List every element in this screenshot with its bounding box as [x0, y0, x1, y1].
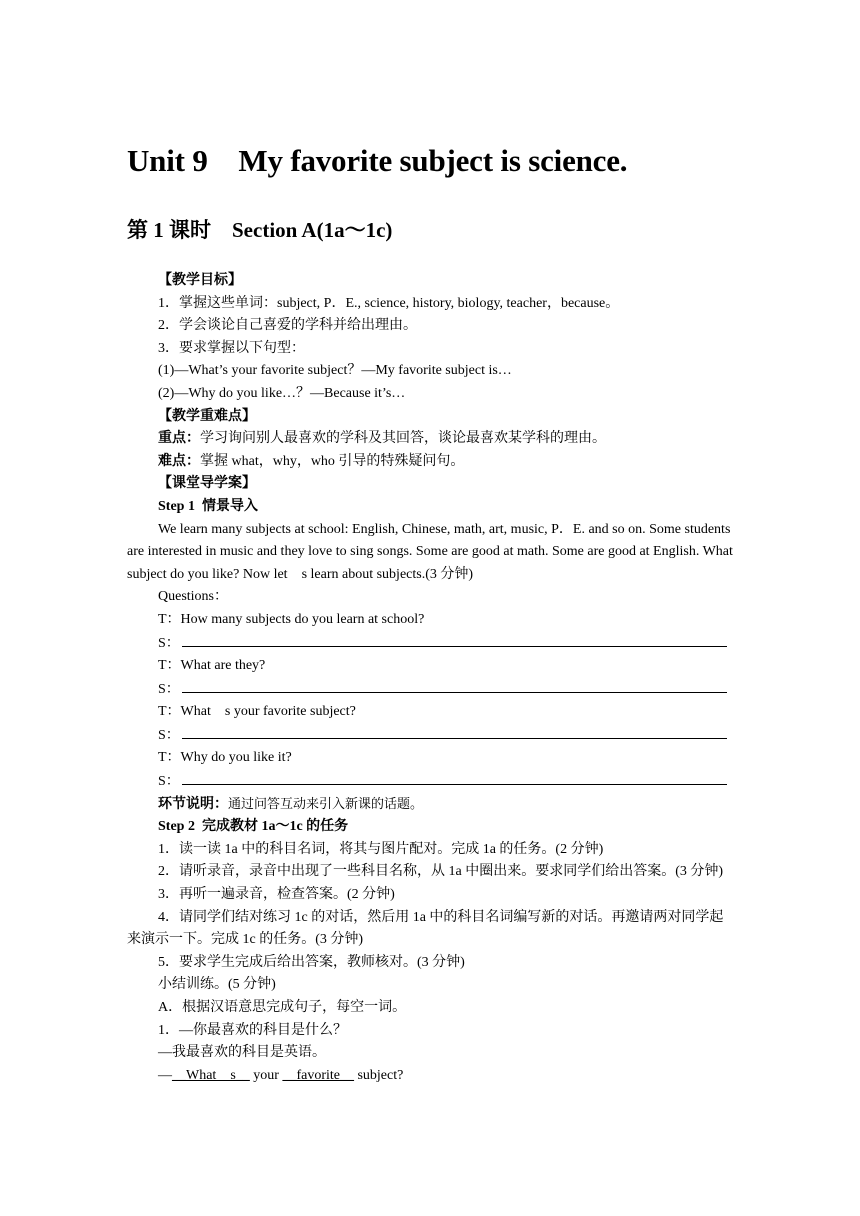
answer-blank: [182, 632, 727, 647]
key-label: 重点：: [158, 431, 200, 447]
step1-title: Step 1 情景导入: [158, 498, 258, 514]
step1-paragraph: We learn many subjects at school: English, Chinese, math, art, music, P．E. and so on. Some students are interested in music and they love to sing songs. Some are good at math. Some are good at English. What subject do you like? Now let s learn about subjects.(3 分钟): [127, 521, 737, 582]
student-answer-line: [127, 678, 737, 702]
questions-label: Questions：: [158, 589, 228, 605]
exercise-answer-cn: —我最喜欢的科目是英语。: [158, 1045, 326, 1061]
objectives-heading: 【教学目标】: [158, 273, 242, 288]
step2-item: 5．要求学生完成后给出答案，教师核对。(3 分钟): [158, 954, 465, 970]
key-text: 学习询问别人最喜欢的学科及其回答，谈论最喜欢某学科的理由。: [200, 431, 606, 447]
objective-item: 1．掌握这些单词：subject, P．E., science, history, biology, teacher，because。: [158, 295, 620, 311]
key-point: [127, 428, 737, 451]
step2-item: 3．再听一遍录音，检查答案。(2 分钟): [158, 887, 395, 903]
guide-heading: 【课堂导学案】: [158, 476, 256, 492]
difficult-text: 掌握 what，why，who 引导的特殊疑问句。: [200, 453, 465, 469]
section-note: [127, 794, 737, 817]
student-answer-line: [127, 770, 737, 794]
note-label: 环节说明：: [158, 796, 228, 812]
difficult-label: 难点：: [158, 453, 200, 469]
answer-blank-1: __What s__: [172, 1067, 250, 1083]
teacher-question: T：What s your favorite subject?: [158, 704, 356, 720]
student-answer-line: [127, 632, 737, 656]
teacher-question: T：Why do you like it?: [158, 750, 292, 766]
step2-item: 1．读一读 1a 中的科目名词，将其与图片配对。完成 1a 的任务。(2 分钟): [158, 841, 604, 857]
objective-item: (2)—Why do you like…？—Because it’s…: [158, 385, 406, 401]
step2-item: 2．请听录音，录音中出现了一些科目名称，从 1a 中圈出来。要求同学们给出答案。(3 分钟): [158, 864, 724, 880]
difficult-point: [127, 451, 737, 474]
answer-blank: [182, 770, 727, 785]
student-label: S：: [158, 727, 180, 743]
exercise-english-sentence: [127, 1065, 737, 1088]
objective-item: 3．要求掌握以下句型：: [158, 340, 305, 356]
answer-blank: [182, 724, 727, 739]
page-title: Unit 9 My favorite subject is science.: [127, 143, 628, 178]
objective-item: (1)—What’s your favorite subject？—My favorite subject is…: [158, 363, 512, 379]
exercise-a-heading: A．根据汉语意思完成句子，每空一词。: [158, 1000, 407, 1015]
objective-item: 2．学会谈论自己喜爱的学科并给出理由。: [158, 318, 417, 334]
lesson-subtitle: 第 1 课时 Section A(1a～1c): [127, 218, 393, 242]
student-label: S：: [158, 635, 180, 651]
step2-title: Step 2 完成教材 1a～1c 的任务: [158, 819, 349, 835]
dash: —: [158, 1067, 172, 1083]
teacher-question: T：How many subjects do you learn at school?: [158, 611, 425, 627]
document-body: [127, 270, 737, 1087]
exercise-question-cn: 1．—你最喜欢的科目是什么？: [158, 1022, 347, 1038]
student-label: S：: [158, 681, 180, 697]
answer-blank-2: __favorite__: [282, 1067, 354, 1083]
sentence-word: subject?: [353, 1067, 404, 1083]
student-answer-line: [127, 724, 737, 748]
summary-line: 小结训练。(5 分钟): [158, 977, 276, 993]
step2-item: 4．请同学们结对练习 1c 的对话，然后用 1a 中的科目名词编写新的对话。再邀请两对同学起来演示一下。完成 1c 的任务。(3 分钟): [127, 909, 724, 948]
keypoints-heading: 【教学重难点】: [158, 408, 256, 424]
student-label: S：: [158, 774, 180, 790]
answer-blank: [182, 678, 727, 693]
sentence-word: your: [249, 1067, 283, 1083]
teacher-question: T：What are they?: [158, 658, 266, 674]
note-text: 通过问答互动来引入新课的话题。: [228, 796, 424, 812]
